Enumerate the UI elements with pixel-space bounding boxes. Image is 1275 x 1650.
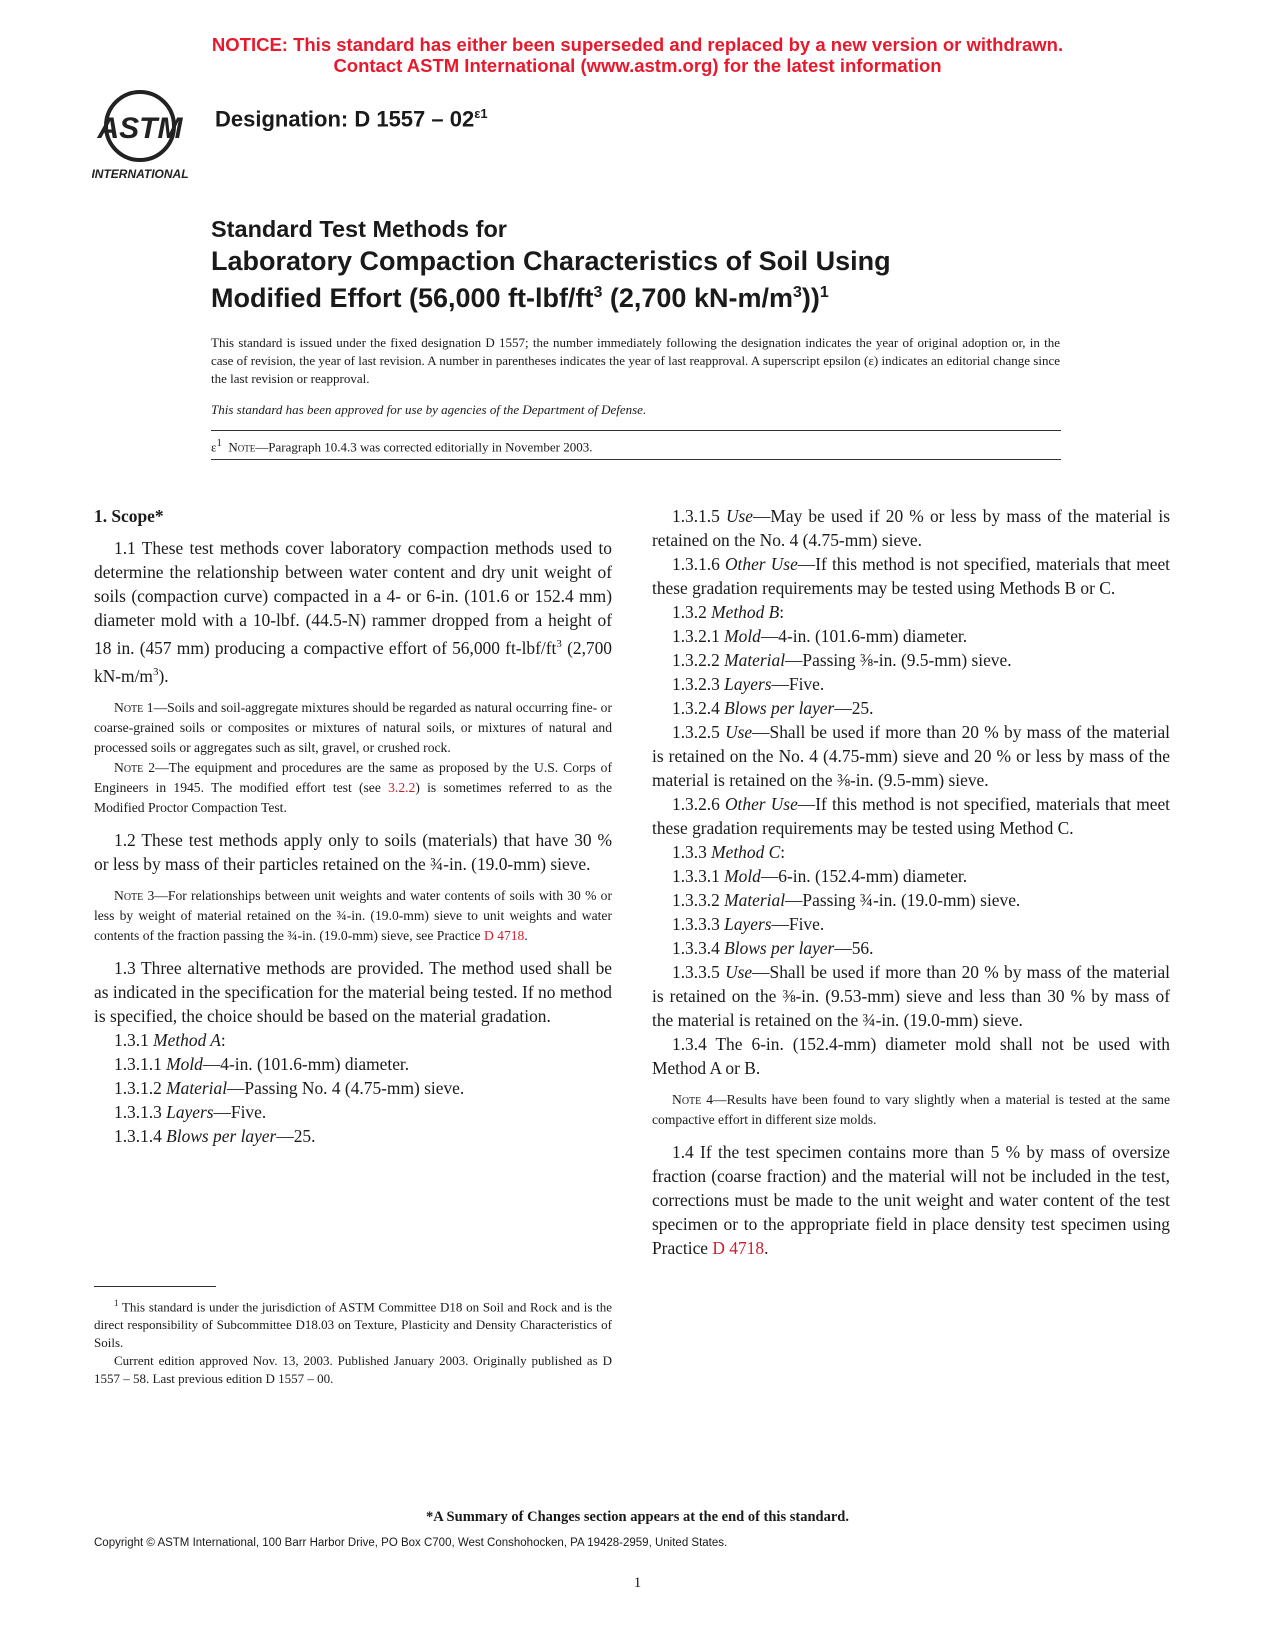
notice-line-2: Contact ASTM International (www.astm.org) for the latest information <box>333 55 942 76</box>
designation-label: Designation: D 1557 – 02 <box>215 106 475 132</box>
summary-of-changes-note: *A Summary of Changes section appears at the end of this standard. <box>426 1509 849 1525</box>
para-1-2: 1.2 These test methods apply only to soils (materials) that have 30 % or less by mass of their particles retained on the ¾-in. (19.0-mm) sieve. <box>94 829 612 874</box>
supersede-notice <box>0 34 1275 76</box>
svg-text:ASTM: ASTM <box>97 112 183 145</box>
page-number: 1 <box>633 1575 642 1591</box>
divider-bottom <box>211 459 1061 460</box>
designation-superscript: ε1 <box>474 106 488 121</box>
para-1-3-3-4: 1.3.3.4 Blows per layer—56. <box>672 938 874 958</box>
para-1-3-3-3: 1.3.3.3 Layers—Five. <box>672 914 825 934</box>
note-3: Note 3—For relationships between unit weights and water contents of soils with 30 % or less by weight of material retained on the ¾-in. (19.0-mm) sieve to unit weights and water contents of the fraction passing the ¾-in. (19.0-mm) sieve, see Practice D 4718. <box>94 887 612 943</box>
section-heading-scope: 1. Scope* <box>94 506 164 526</box>
para-1-3-1-5: 1.3.1.5 Use—May be used if 20 % or less by mass of the material is retained on the No. 4 (4.75-mm) sieve. <box>652 506 1170 550</box>
document-title <box>211 213 891 314</box>
link-d4718-2[interactable]: D 4718 <box>712 1238 765 1258</box>
para-1-3-2-2: 1.3.2.2 Material—Passing ⅜-in. (9.5-mm) sieve. <box>672 650 1012 670</box>
para-1-3-1-1: 1.3.1.1 Mold—4-in. (101.6-mm) diameter. <box>114 1053 410 1074</box>
para-1-3-2-6: 1.3.2.6 Other Use—If this method is not specified, materials that meet these gradation requirements may be tested using Method C. <box>652 794 1170 838</box>
para-1-3-3: 1.3.3 Method C: <box>672 842 786 862</box>
para-1-3-2-4: 1.3.2.4 Blows per layer—25. <box>672 698 874 718</box>
svg-text:INTERNATIONAL: INTERNATIONAL <box>92 167 189 181</box>
footnote-rule <box>94 1286 216 1287</box>
para-1-3-4: 1.3.4 The 6-in. (152.4-mm) diameter mold shall not be used with Method A or B. <box>652 1034 1170 1078</box>
footnote-edition: Current edition approved Nov. 13, 2003. Published January 2003. Originally published as D 1557 – 58. Last previous edition D 1557 – 00. <box>94 1353 612 1387</box>
para-1-3-1-6: 1.3.1.6 Other Use—If this method is not specified, materials that meet these gradation requirements may be tested using Methods B or C. <box>652 554 1170 598</box>
para-1-3-2-5: 1.3.2.5 Use—Shall be used if more than 20 % by mass of the material is retained on the No. 4 (4.75-mm) sieve and 20 % or less by mass of the material is retained on the ⅜-in. (9.5-mm) sieve. <box>652 722 1170 790</box>
para-1-3-3-1: 1.3.3.1 Mold—6-in. (152.4-mm) diameter. <box>672 866 968 886</box>
para-1-3-3-5: 1.3.3.5 Use—Shall be used if more than 20 % by mass of the material is retained on the ⅜-in. (9.53-mm) sieve and less than 30 % by mass of the material is retained on the ¾-in. (19.0-mm) sieve. <box>652 962 1170 1030</box>
astm-logo <box>92 86 198 182</box>
note-1: Note 1—Soils and soil-aggregate mixtures should be regarded as natural occurring fine- or coarse-grained soils or composites or mixtures of natural soils, or mixtures of natural and processed soils or aggregates such as silt, gravel, or crushed rock. <box>94 699 612 755</box>
note-4: Note 4—Results have been found to vary slightly when a material is tested at the same compactive effort in different size molds. <box>652 1092 1170 1127</box>
title-line-3: Modified Effort (56,000 $ft-lbf/ft^3$ (2,700 $kN-m/m^3))^1$ <box>211 283 829 313</box>
para-1-3-1-3: 1.3.1.3 Layers—Five. <box>114 1101 267 1122</box>
issuance-note: This standard is issued under the fixed designation D 1557; the number immediately following the designation indicates the year of original adoption or, in the case of revision, the year of last revision. A number in parentheses indicates the year of last reapproval. A superscript epsilon (ε) indicates an editorial change since the last revision or reapproval. <box>211 335 1060 387</box>
para-1-3: 1.3 Three alternative methods are provided. The method used shall be as indicated in the specification for the material being tested. If no method is specified, the choice should be based on the material gradation. <box>94 957 612 1026</box>
para-1-3-1: 1.3.1 Method A: <box>114 1029 226 1050</box>
para-1-3-2-3: 1.3.2.3 Layers—Five. <box>672 674 825 694</box>
title-line-2: Laboratory Compaction Characteristics of Soil Using <box>211 246 891 276</box>
notice-line-1: NOTICE: This standard has either been superseded and replaced by a new version or withdrawn. <box>211 34 1064 55</box>
divider-top <box>211 430 1061 431</box>
left-column <box>94 504 612 1148</box>
para-1-4: 1.4 If the test specimen contains more than 5 % by mass of oversize fraction (coarse fraction) and the material will not be included in the test, corrections must be made to the unit weight and water content of the test specimen or to the appropriate field in place density test specimen using Practice D 4718. <box>652 1142 1170 1258</box>
link-d4718[interactable]: D 4718 <box>483 927 525 943</box>
para-1-3-3-2: 1.3.3.2 Material—Passing ¾-in. (19.0-mm) sieve. <box>672 890 1021 910</box>
para-1-3-1-4: 1.3.1.4 Blows per layer—25. <box>114 1125 316 1146</box>
para-1-1: 1.1 These test methods cover laboratory compaction methods used to determine the relationship between water content and dry unit weight of soils (compaction curve) compacted in a 4- or 6-in. (101.6 or 152.4 mm) diameter mold with a 10-lbf. (44.5-N) rammer dropped from a height of 18 in. (457 mm) producing a compactive effort of 56,000 $ft-lbf/ft^3$ (2,700 $kN-m/m^3$). <box>94 538 612 686</box>
dod-approval-note: This standard has been approved for use by agencies of the Department of Defense. <box>211 402 647 417</box>
footnote-1: $^1$ This standard is under the jurisdiction of ASTM Committee D18 on Soil and Rock and is the direct responsibility of Subcommittee D18.03 on Texture, Plasticity and Density Characteristics of Soils. <box>94 1298 612 1351</box>
para-1-3-2: 1.3.2 Method B: <box>672 602 785 622</box>
note-2: Note 2—The equipment and procedures are the same as proposed by the U.S. Corps of Engineers in 1945. The modified effort test (see 3.2.2) is sometimes referred to as the Modified Proctor Compaction Test. <box>94 759 613 815</box>
copyright-line: Copyright © ASTM International, 100 Barr Harbor Drive, PO Box C700, West Conshohocken, PA 19428-2959, United States. <box>94 1537 728 1549</box>
right-column <box>652 504 1170 1260</box>
para-1-3-1-2: 1.3.1.2 Material—Passing No. 4 (4.75-mm) sieve. <box>114 1077 465 1098</box>
link-3-2-2[interactable]: 3.2.2 <box>388 779 416 795</box>
title-line-1: Standard Test Methods for <box>211 216 507 242</box>
footnotes <box>94 1294 612 1388</box>
para-1-3-2-1: 1.3.2.1 Mold—4-in. (101.6-mm) diameter. <box>672 626 968 646</box>
designation <box>215 106 488 132</box>
editorial-note: $\varepsilon^1$ Note—Paragraph 10.4.3 was corrected editorially in November 2003. <box>211 437 593 455</box>
